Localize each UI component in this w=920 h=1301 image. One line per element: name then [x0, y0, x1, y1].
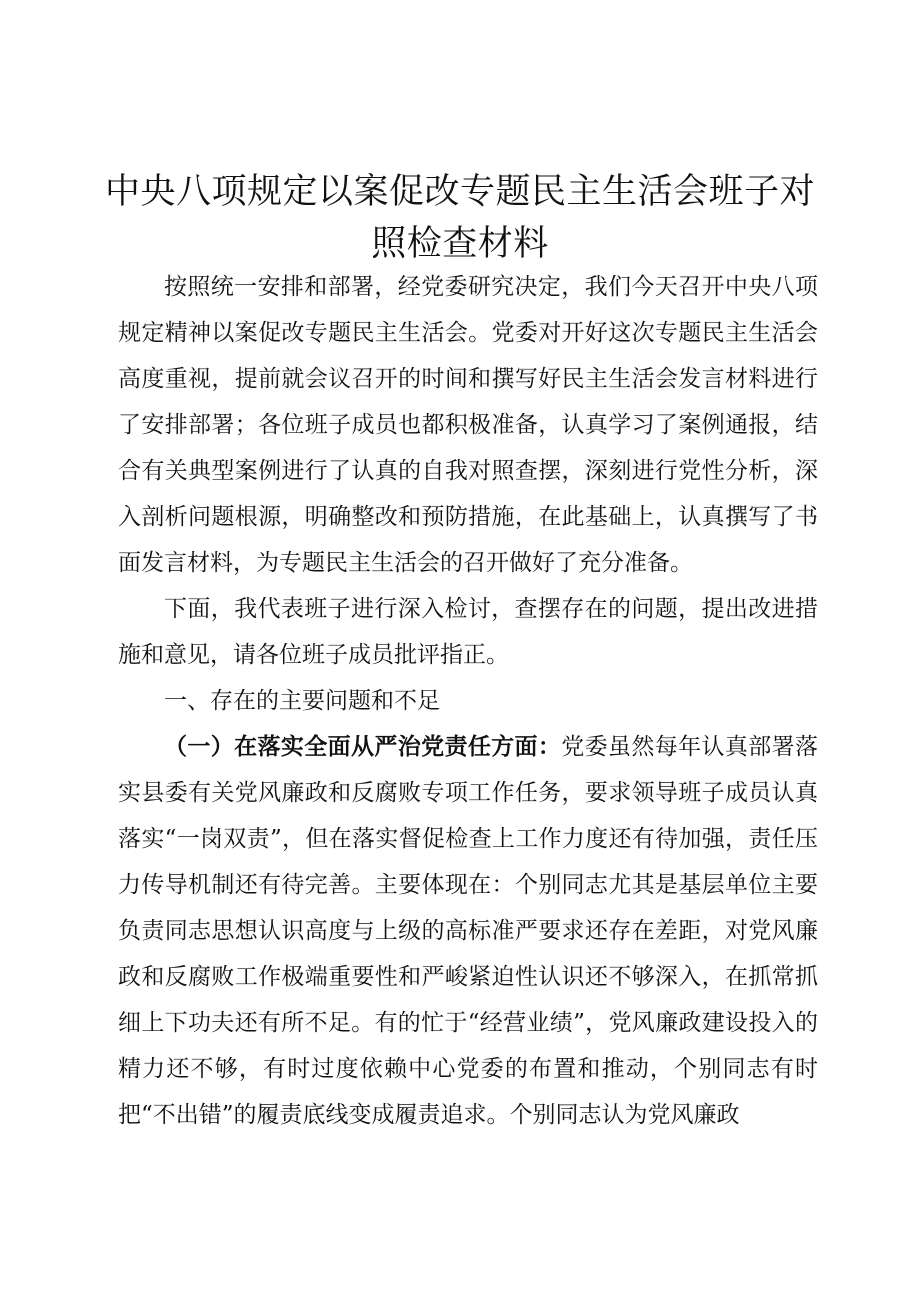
document-body: [118, 264, 818, 1138]
section-heading-problems: 一、存在的主要问题和不足: [164, 688, 440, 714]
subsection-text: 党委虽然每年认真部署落实县委有关党风廉政和反腐败专项工作任务，要求领导班子成员认真落实“一岗双责”，但在落实督促检查上工作力度还有待加强，责任压力传导机制还有待完善。主要体现在：个别同志尤其是基层单位主要负责同志思想认识高度与上级的高标准严要求还存在差距，对党风廉政和反腐败工作极端重要性和严峻紧迫性认识还不够深入，在抓常抓细上下功夫还有所不足。有的忙于“经营业绩”，党风廉政建设投入的精力还不够，有时过度依赖中心党委的布置和推动，个别同志有时把“不出错”的履责底线变成履责追求。个别同志认为党风廉政: [118, 734, 819, 1128]
title-line-2: 照检查材料: [371, 224, 549, 264]
intro-paragraph: 按照统一安排和部署，经党委研究决定，我们今天召开中央八项规定精神以案促改专题民主生活会。党委对开好这次专题民主生活会高度重视，提前就会议召开的时间和撰写好民主生活会发言材料进行了安排部署；各位班子成员也都积极准备，认真学习了案例通报，结合有关典型案例进行了认真的自我对照查摆，深刻进行党性分析，深入剖析问题根源，明确整改和预防措施，在此基础上，认真撰写了书面发言材料，为专题民主生活会的召开做好了充分准备。: [118, 274, 818, 576]
title-line-1: 中央八项规定以案促改专题民主生活会班子对: [104, 172, 815, 212]
review-paragraph: 下面，我代表班子进行深入检讨，查摆存在的问题，提出改进措施和意见，请各位班子成员批评指正。: [118, 596, 818, 668]
subsection-paragraph: [118, 724, 818, 1138]
document-title: [100, 166, 820, 270]
subsection-lead: （一）在落实全面从严治党责任方面：: [164, 734, 562, 760]
